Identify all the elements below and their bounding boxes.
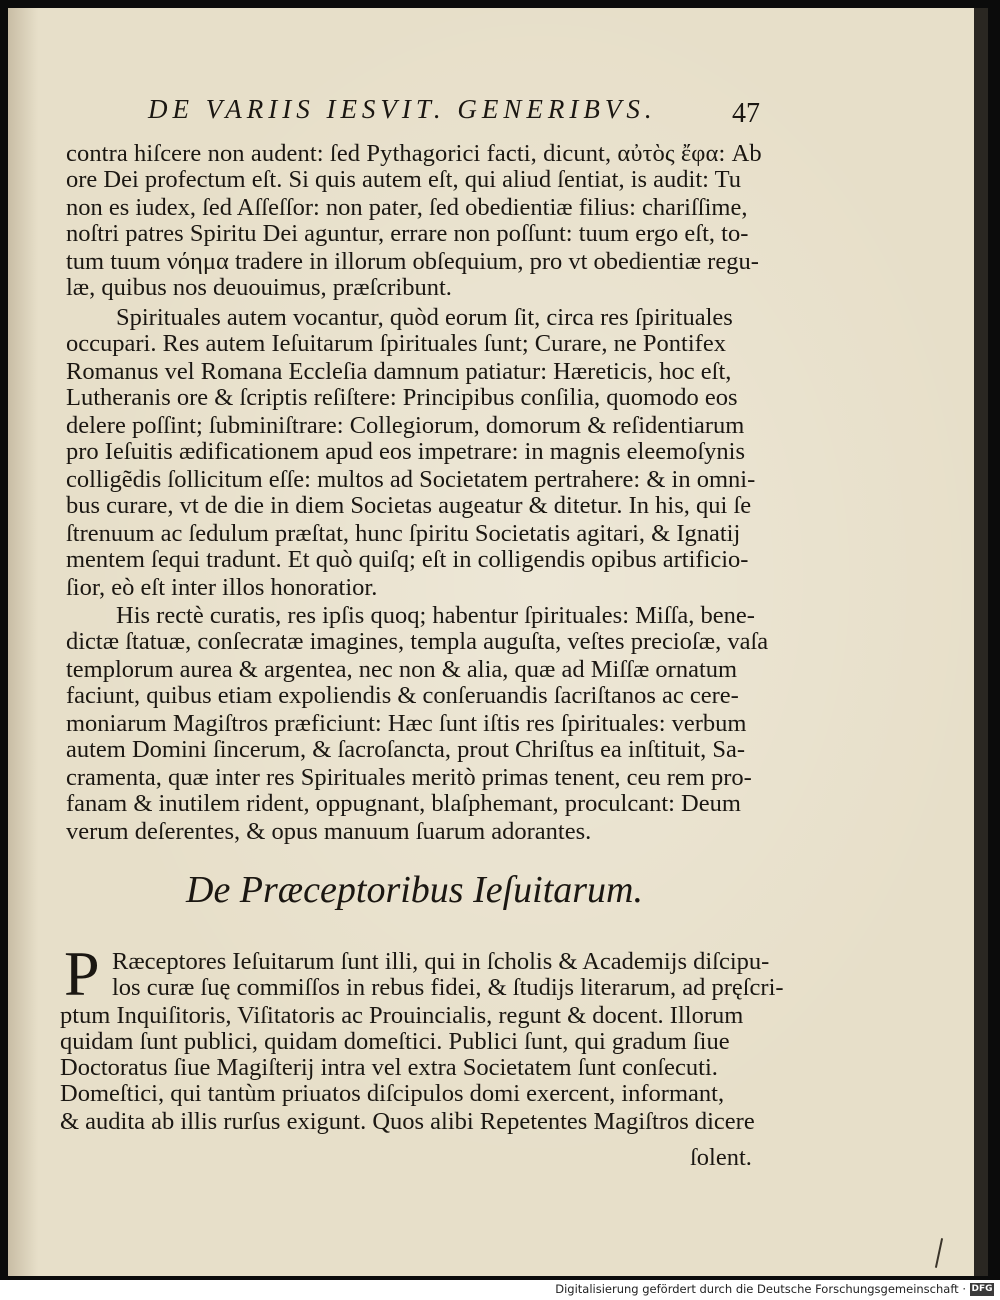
- paper-mark: [935, 1238, 943, 1268]
- text-line: verum deſerentes, & opus manuum ſuarum adorantes.: [66, 818, 592, 845]
- text-line: ſtrenuum ac ſedulum præſtat, hunc ſpiritu Societatis agitari, & Ignatij: [66, 520, 741, 547]
- text-line: ptum Inquiſitoris, Viſitatoris ac Prouincialis, regunt & docent. Illorum: [60, 1002, 744, 1029]
- book-page: [8, 8, 974, 1276]
- text-line: ſolent.: [690, 1144, 752, 1171]
- text-line: tum tuum νόημα tradere in illorum obſequium, pro vt obedientiæ regu-: [66, 248, 759, 275]
- text-line: cramenta, quæ inter res Spirituales meritò primas tenent, ceu rem pro-: [66, 764, 752, 791]
- text-line: bus curare, vt de die in diem Societas augeatur & ditetur. In his, qui ſe: [66, 492, 752, 519]
- page-edge-shadow: [974, 8, 988, 1276]
- text-line: faciunt, quibus etiam expoliendis & conſeruandis ſacriſtanos ac cere-: [66, 682, 739, 709]
- text-line: ſior, eò eſt inter illos honoratior.: [66, 574, 378, 601]
- text-line: non es iudex, ſed Aſſeſſor: non pater, ſed obedientiæ filius: chariſſime,: [66, 194, 748, 221]
- text-line: delere poſſint; ſubminiſtrare: Collegiorum, domorum & reſidentiarum: [66, 412, 745, 439]
- drop-cap: P: [64, 938, 100, 1009]
- text-line: contra hiſcere non audent: ſed Pythagorici facti, dicunt, αὐτὸς ἔφα: Ab: [66, 140, 762, 167]
- dfg-logo-icon: DFG: [971, 1284, 993, 1294]
- text-line: ore Dei profectum eſt. Si quis autem eſt, qui aliud ſentiat, is audit: Tu: [66, 166, 742, 193]
- text-line: fanam & inutilem rident, oppugnant, blaſphemant, proculcant: Deum: [66, 790, 741, 817]
- text-line: Spirituales autem vocantur, quòd eorum ſit, circa res ſpirituales: [116, 304, 733, 331]
- text-line: Romanus vel Romana Eccleſia damnum patiatur: Hæreticis, hoc eſt,: [66, 358, 732, 385]
- text-line: læ, quibus nos deuouimus, præſcribunt.: [66, 274, 452, 301]
- text-line: pro Ieſuitis ædificationem apud eos impetrare: in magnis eleemoſynis: [66, 438, 746, 465]
- text-line: Domeſtici, qui tantùm priuatos diſcipulos domi exercent, informant,: [60, 1080, 725, 1107]
- text-line: quidam ſunt publici, quidam domeſtici. Publici ſunt, qui gradum ſiue: [60, 1028, 730, 1055]
- text-line: Ræceptores Ieſuitarum ſunt illi, qui in ſcholis & Academijs diſcipu-: [112, 948, 770, 975]
- text-line: His rectè curatis, res ipſis quoq; habentur ſpirituales: Miſſa, bene-: [116, 602, 755, 629]
- section-heading: De Præceptoribus Ieſuitarum.: [186, 869, 644, 911]
- text-line: occupari. Res autem Ieſuitarum ſpirituales ſunt; Curare, ne Pontifex: [66, 330, 726, 357]
- footer-credit: Digitalisierung gefördert durch die Deutsche Forschungsgemeinschaft ·: [555, 1282, 966, 1296]
- text-line: colligẽdis ſollicitum eſſe: multos ad Societatem pertrahere: & in omni-: [66, 466, 756, 493]
- text-line: Lutheranis ore & ſcriptis reſiſtere: Principibus conſilia, quomodo eos: [66, 384, 738, 411]
- text-line: Doctoratus ſiue Magiſterij intra vel extra Societatem ſunt conſecuti.: [60, 1054, 718, 1081]
- text-line: mentem ſequi tradunt. Et quò quiſq; eſt in colligendis opibus artificio-: [66, 546, 749, 573]
- text-line: & audita ab illis rurſus exigunt. Quos alibi Repetentes Magiſtros dicere: [60, 1108, 755, 1135]
- text-line: templorum aurea & argentea, nec non & alia, quæ ad Miſſæ ornatum: [66, 656, 738, 683]
- text-line: dictæ ſtatuæ, conſecratæ imagines, templa auguſta, veſtes precioſæ, vaſa: [66, 628, 769, 655]
- running-head: DE VARIIS IESVIT. GENERIBVS.: [148, 94, 657, 124]
- text-line: autem Domini ſincerum, & ſacroſancta, prout Chriſtus ea inſtituit, Sa-: [66, 736, 746, 763]
- text-line: los curæ ſuę commiſſos in rebus fidei, & ſtudijs literarum, ad pręſcri-: [112, 974, 784, 1001]
- text-line: moniarum Magiſtros præficiunt: Hæc ſunt iſtis res ſpirituales: verbum: [66, 710, 747, 737]
- text-line: noſtri patres Spiritu Dei aguntur, errare non poſſunt: tuum ergo eſt, to-: [66, 220, 749, 247]
- page-number: 47: [732, 98, 760, 129]
